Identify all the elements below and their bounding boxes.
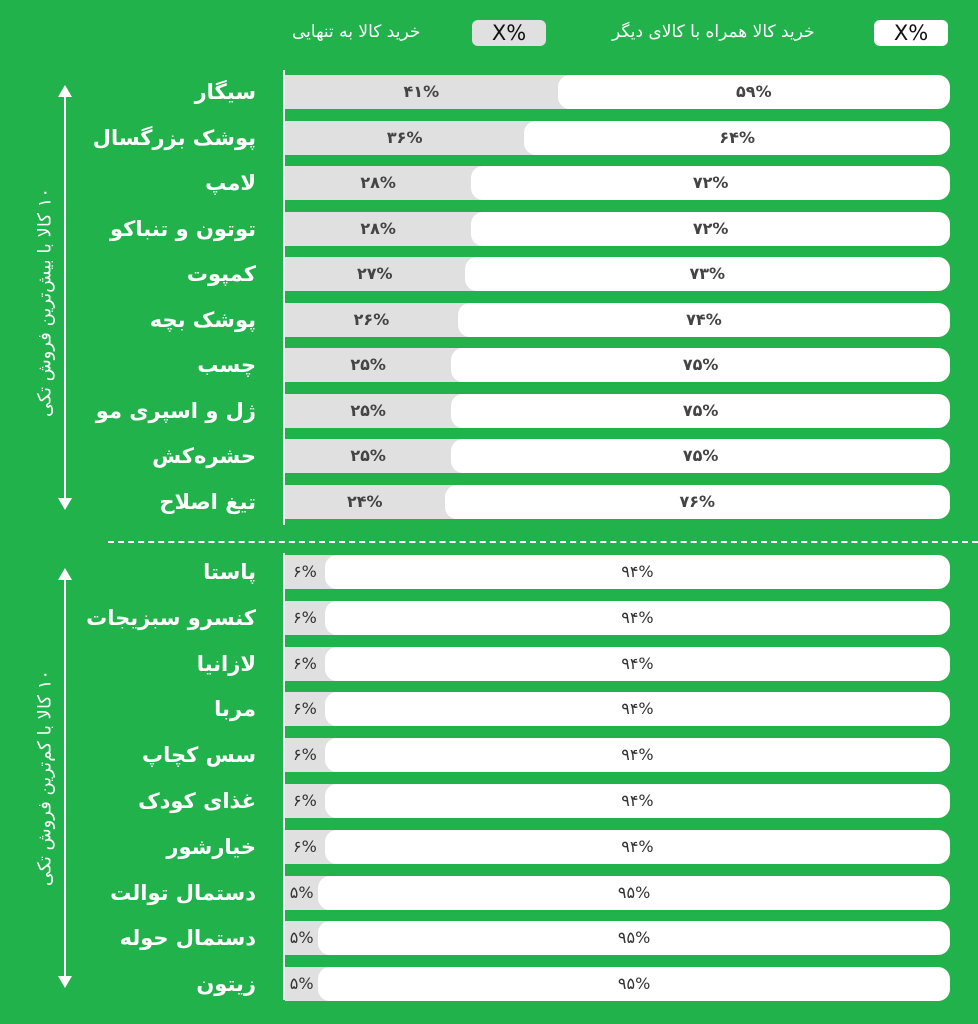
value-label-single: ۶%: [293, 562, 317, 581]
bar-row: [285, 166, 950, 200]
bar-row: [285, 921, 950, 955]
category-label: مربا: [214, 697, 256, 722]
category-label: خیارشور: [166, 834, 256, 859]
value-label-combo: ۹۴%: [621, 745, 654, 765]
category-label: چسب: [197, 353, 256, 377]
value-label-single: ۲۴%: [347, 491, 383, 511]
value-label-single: ۶%: [293, 699, 317, 719]
value-label-combo: ۶۴%: [719, 127, 755, 147]
category-label: پوشک بچه: [149, 307, 256, 332]
bar-row: [285, 555, 950, 589]
legend-single: [290, 18, 550, 48]
value-label-combo: ۹۴%: [621, 836, 654, 856]
legend-single-label: خرید کالا به تنهایی: [292, 22, 421, 42]
group-bottom-title: ۱۰ کالا با کم‌ترین فروش تکی: [34, 669, 56, 887]
group-top-title: ۱۰ کالا با بیش‌ترین فروش تکی: [34, 188, 56, 417]
value-label-combo: ۷۴%: [686, 309, 722, 329]
value-label-single: ۲۷%: [356, 264, 393, 283]
bar-row: [285, 303, 950, 337]
value-label-single: ۵%: [289, 882, 314, 902]
value-label-single: ۲۵%: [350, 400, 386, 420]
value-label-combo: ۷۲%: [692, 218, 729, 238]
value-label-single: ۶%: [293, 653, 317, 673]
category-label: کمپوت: [186, 262, 256, 286]
value-label-combo: ۹۵%: [617, 974, 651, 994]
value-label-combo: ۷۲%: [692, 173, 729, 192]
bar-row: [285, 647, 950, 681]
category-label: تیغ اصلاح: [159, 489, 256, 514]
arrow-line: [64, 95, 66, 500]
value-label-combo: ۹۵%: [617, 882, 651, 902]
value-label-combo: ۷۶%: [679, 491, 716, 511]
value-label-combo: ۷۵%: [682, 400, 719, 420]
bar-row: [285, 485, 950, 519]
value-label-combo: ۷۵%: [682, 355, 719, 374]
bar-row: [285, 212, 950, 246]
bar-row: [285, 257, 950, 291]
value-label-single: ۲۵%: [350, 446, 386, 465]
value-label-single: ۶%: [293, 791, 317, 810]
value-label-single: ۶%: [293, 836, 317, 856]
value-label-combo: ۵۹%: [736, 82, 772, 101]
arrow-down-icon: [58, 976, 72, 988]
legend-single-swatch: X%: [472, 20, 546, 46]
bar-row: [285, 121, 950, 155]
legend-combo: [610, 18, 930, 48]
legend-combo-label: خرید کالا همراه با کالای دیگر: [612, 22, 815, 42]
value-label-combo: ۹۴%: [621, 562, 654, 581]
bar-row: [285, 394, 950, 428]
group-divider: [108, 541, 978, 543]
category-label: ژل و اسپری مو: [95, 398, 256, 423]
value-label-combo: ۹۴%: [621, 607, 654, 627]
bar-row: [285, 601, 950, 635]
category-label: سس کچاپ: [142, 743, 256, 768]
bar-row: [285, 784, 950, 818]
value-label-single: ۲۵%: [350, 355, 386, 374]
legend-combo-swatch: X%: [874, 20, 948, 46]
category-label: توتون و تنباکو: [110, 216, 256, 241]
bar-row: [285, 830, 950, 864]
bar-row: [285, 876, 950, 910]
value-label-single: ۳۶%: [386, 127, 423, 147]
category-label: زیتون: [196, 972, 256, 997]
category-label: پاستا: [203, 560, 256, 584]
bar-row: [285, 75, 950, 109]
bar-row: [285, 967, 950, 1001]
category-label: کنسرو سبزیجات: [86, 605, 256, 630]
value-label-single: ۲۶%: [353, 309, 390, 329]
bar-row: [285, 692, 950, 726]
value-label-single: ۲۸%: [360, 173, 396, 192]
arrow-line: [64, 578, 66, 978]
category-label: دستمال توالت: [110, 880, 256, 905]
value-label-combo: ۷۳%: [689, 264, 726, 283]
category-label: سیگار: [194, 80, 256, 104]
value-label-single: ۶%: [293, 745, 317, 765]
value-label-single: ۵%: [289, 974, 314, 994]
category-label: حشره‌کش: [152, 444, 256, 468]
value-label-combo: ۹۴%: [621, 653, 654, 673]
value-label-single: ۲۸%: [360, 218, 396, 238]
bar-row: [285, 738, 950, 772]
bar-row: [285, 348, 950, 382]
value-label-combo: ۹۴%: [621, 791, 654, 810]
value-label-single: ۴۱%: [403, 82, 440, 101]
value-label-combo: ۹۵%: [617, 928, 651, 948]
bar-row: [285, 439, 950, 473]
value-label-single: ۵%: [289, 928, 314, 948]
value-label-single: ۶%: [293, 607, 317, 627]
arrow-down-icon: [58, 498, 72, 510]
category-label: دستمال حوله: [119, 926, 256, 951]
category-label: لامپ: [205, 171, 256, 195]
category-label: غذای کودک: [138, 789, 256, 813]
value-label-combo: ۷۵%: [682, 446, 719, 465]
category-label: پوشک بزرگسال: [92, 125, 256, 150]
category-label: لازانیا: [196, 651, 256, 676]
value-label-combo: ۹۴%: [621, 699, 654, 719]
